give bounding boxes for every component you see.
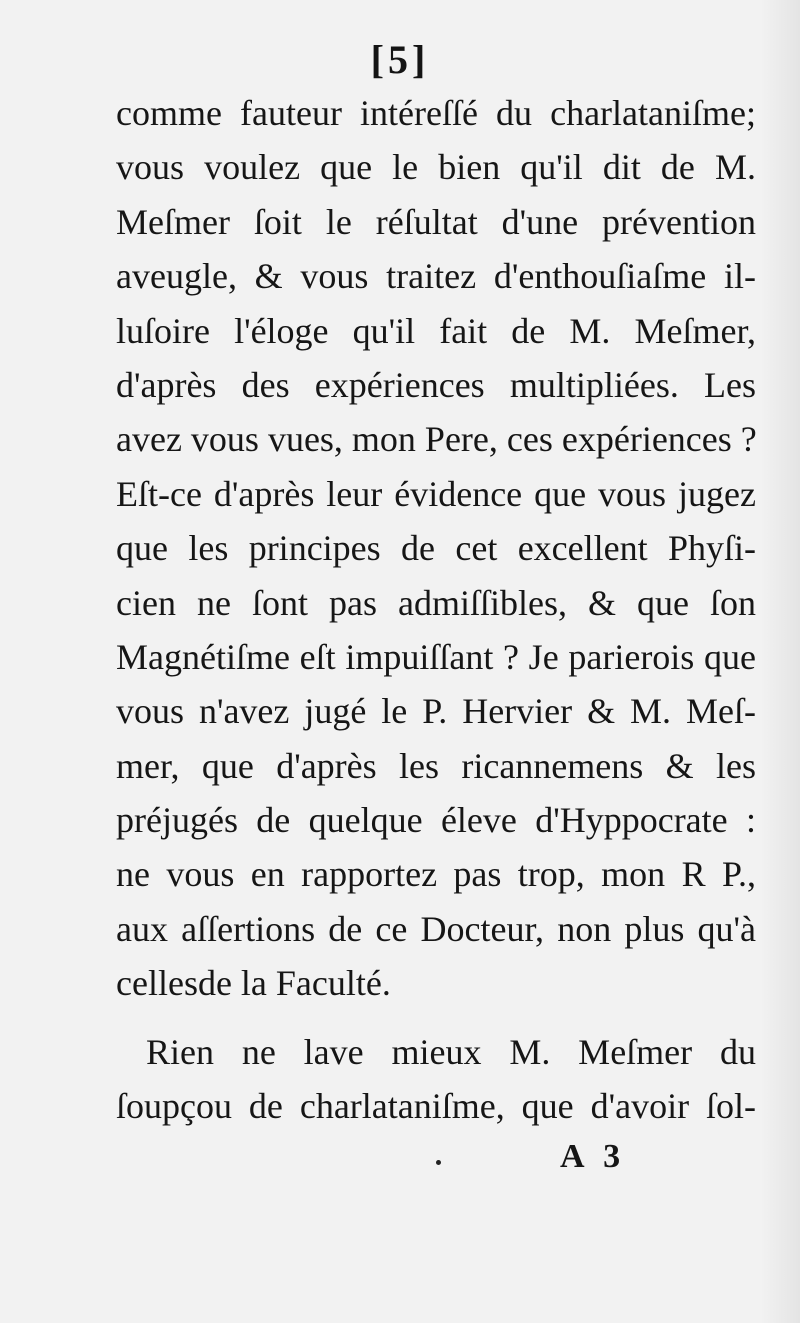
text-line: Eſt-ce d'après leur évidence que vous jugez: [116, 473, 756, 514]
text-line: luſoire l'éloge qu'il fait de M. Meſmer,: [116, 310, 756, 351]
text-line: cellesde la Faculté.: [116, 963, 391, 1004]
page-number: [5]: [370, 37, 430, 82]
text-line: ſoupçou de charlataniſme, que d'avoir ſol-: [116, 1086, 756, 1127]
paragraph-gap: [116, 1011, 756, 1025]
text-line: d'après des expériences multipliées. Les: [116, 364, 756, 405]
text-line: avez vous vues, mon Pere, ces expériences ?: [116, 419, 757, 460]
body-text: [116, 86, 756, 1133]
ink-dot: [436, 1160, 441, 1165]
text-line: comme fauteur intéreſſé du charlataniſme;: [116, 93, 756, 133]
text-line: Magnétiſme eſt impuiſſant ? Je parierois que: [116, 636, 756, 677]
text-line: vous voulez que le bien qu'il dit de M.: [116, 147, 756, 188]
text-line: vous n'avez jugé le P. Hervier & M. Meſ-: [116, 691, 756, 732]
text-line: aveugle, & vous traitez d'enthouſiaſme il-: [116, 256, 756, 297]
text-line: aux aſſertions de ce Docteur, non plus qu'à: [116, 908, 756, 949]
signature-mark: A 3: [560, 1138, 627, 1175]
text-line: cien ne ſont pas admiſſibles, & que ſon: [116, 582, 756, 623]
text-line: Meſmer ſoit le réſultat d'une prévention: [116, 201, 756, 242]
text-line: Rien ne lave mieux M. Meſmer du: [146, 1031, 756, 1072]
text-line: mer, que d'après les ricannemens & les: [116, 745, 756, 786]
text-line: que les principes de cet excellent Phyſi-: [116, 528, 756, 569]
text-line: ne vous en rapportez pas trop, mon R P.,: [116, 854, 756, 895]
text-line: préjugés de quelque éleve d'Hyppocrate :: [116, 800, 756, 841]
